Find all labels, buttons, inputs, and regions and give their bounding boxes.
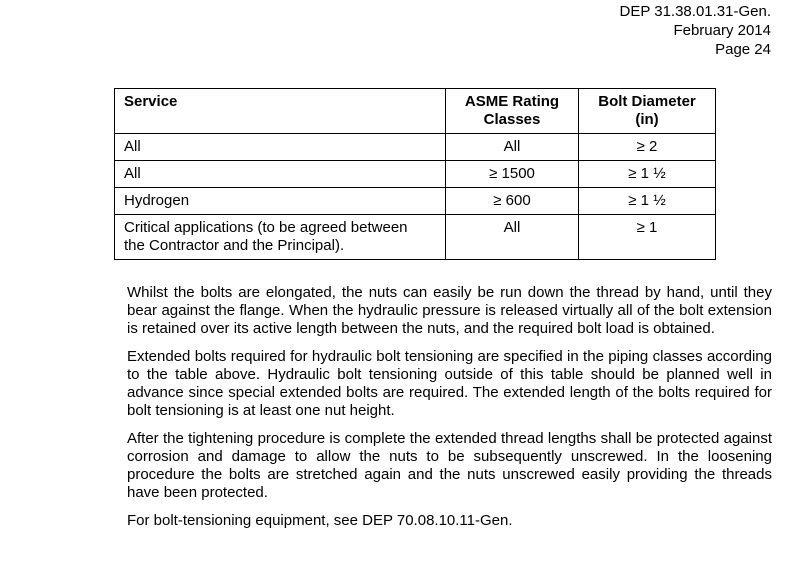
cell-bolt: ≥ 1 bbox=[579, 215, 716, 260]
bolt-tensioning-table bbox=[114, 88, 716, 260]
document-date: February 2014 bbox=[673, 22, 771, 39]
document-number: DEP 31.38.01.31-Gen. bbox=[619, 3, 771, 20]
body-text bbox=[127, 284, 772, 540]
cell-asme: ≥ 1500 bbox=[446, 161, 579, 188]
header-bolt-line1: Bolt Diameter bbox=[598, 93, 696, 110]
cell-asme: All bbox=[446, 215, 579, 260]
table-header-row bbox=[115, 89, 716, 134]
cell-service-line2: the Contractor and the Principal). bbox=[124, 237, 345, 254]
cell-service bbox=[115, 215, 446, 260]
table-row bbox=[115, 188, 716, 215]
paragraph: Extended bolts required for hydraulic bolt tensioning are specified in the piping classes according to the table above. Hydraulic bolt tensioning outside of this table should be planned well in advance since special extended bolts are required. The extended length of the bolts required for bolt tensioning is at least one nut height. bbox=[127, 348, 772, 419]
header-service: Service bbox=[115, 89, 446, 134]
table-row bbox=[115, 215, 716, 260]
cell-bolt: ≥ 1 ½ bbox=[579, 188, 716, 215]
cell-asme: ≥ 600 bbox=[446, 188, 579, 215]
cell-asme: All bbox=[446, 134, 579, 161]
page-number: Page 24 bbox=[715, 41, 771, 58]
cell-service: All bbox=[115, 134, 446, 161]
cell-service-line1: Critical applications (to be agreed between bbox=[124, 219, 408, 236]
paragraph: Whilst the bolts are elongated, the nuts can easily be run down the thread by hand, until they bear against the flange. When the hydraulic pressure is released virtually all of the bolt extension is retained over its active length between the nuts, and the required bolt load is obtained. bbox=[127, 284, 772, 337]
table-row bbox=[115, 134, 716, 161]
page-header bbox=[620, 2, 772, 59]
paragraph: After the tightening procedure is complete the extended thread lengths shall be protected against corrosion and damage to allow the nuts to be subsequently unscrewed. In the loosening procedure the bolts are stretched again and the nuts unscrewed easily providing the threads have been protected. bbox=[127, 430, 772, 501]
cell-service: All bbox=[115, 161, 446, 188]
paragraph: For bolt-tensioning equipment, see DEP 70.08.10.11-Gen. bbox=[127, 512, 513, 529]
header-bolt-diameter bbox=[579, 89, 716, 134]
header-bolt-line2: (in) bbox=[635, 111, 659, 128]
header-asme-line1: ASME Rating bbox=[464, 93, 560, 110]
table-row bbox=[115, 161, 716, 188]
header-asme-rating bbox=[446, 89, 579, 134]
header-asme-line2: Classes bbox=[483, 111, 541, 128]
cell-service: Hydrogen bbox=[115, 188, 446, 215]
cell-bolt: ≥ 1 ½ bbox=[579, 161, 716, 188]
cell-bolt: ≥ 2 bbox=[579, 134, 716, 161]
